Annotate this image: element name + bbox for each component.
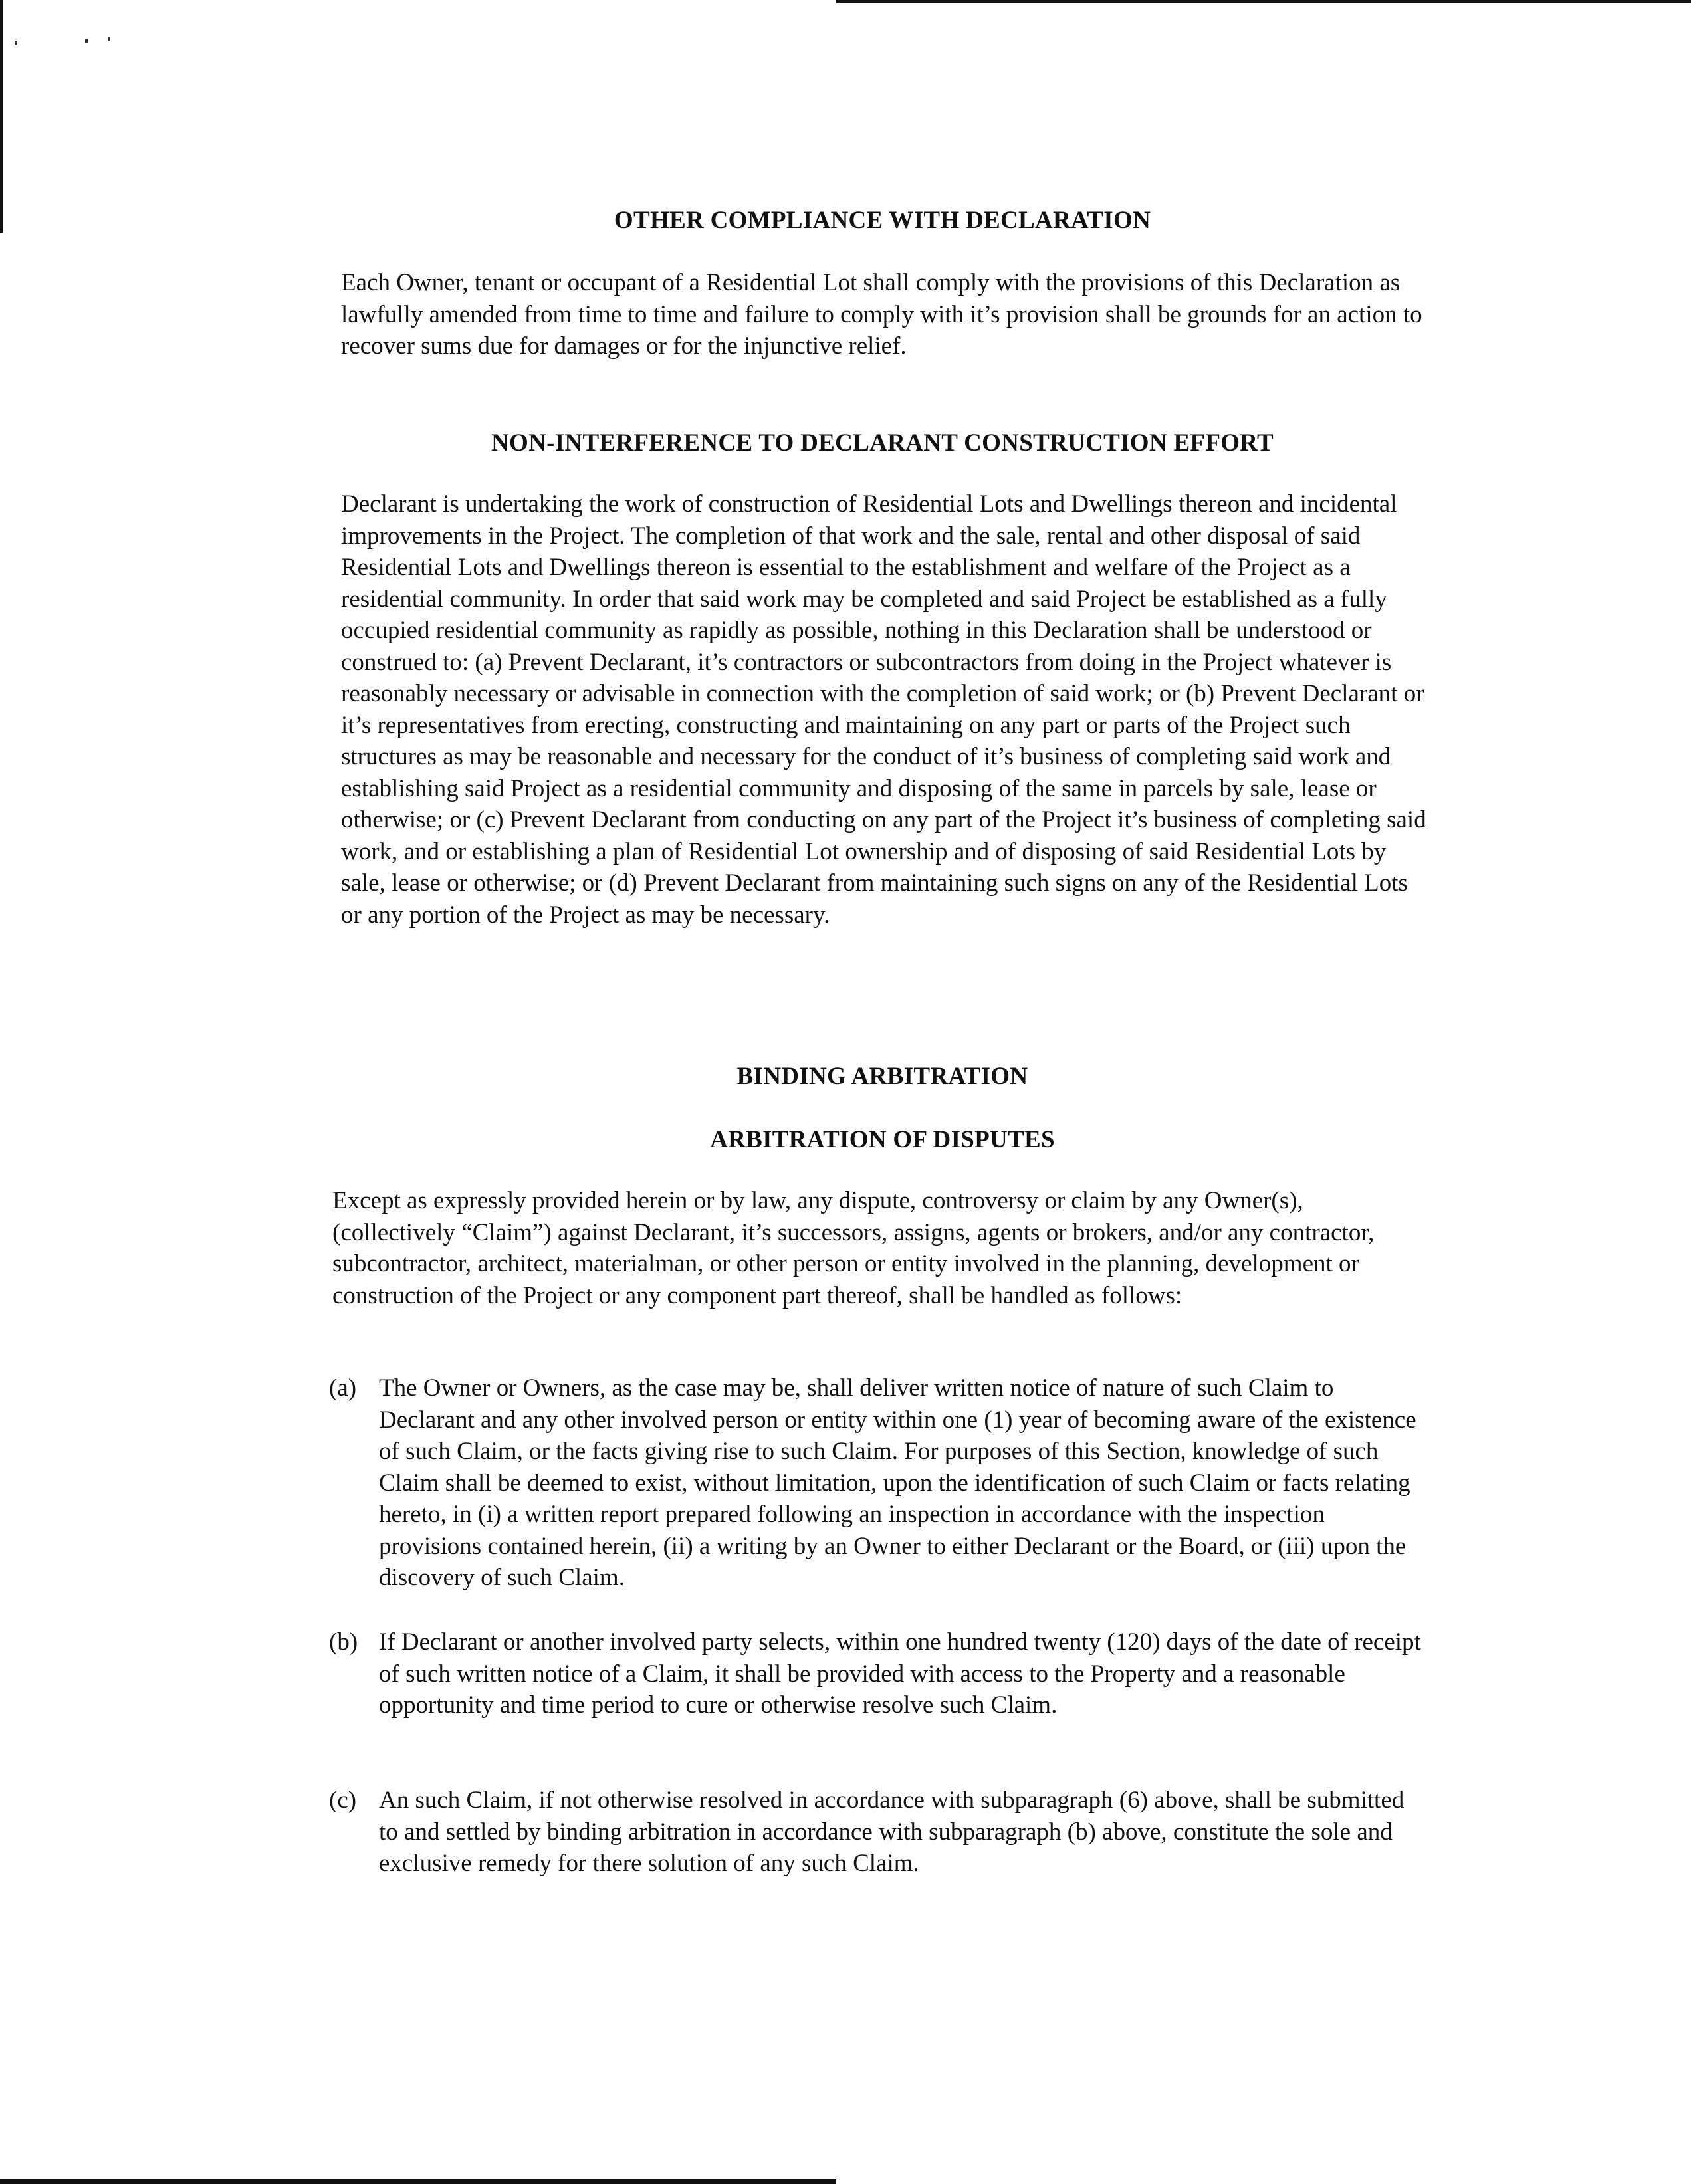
list-marker: (a) <box>329 1374 357 1402</box>
list-item-text: The Owner or Owners, as the case may be, shall deliver written notice of nature of such Claim to Declarant and any other involved person or entity within one (1) year of becoming aware of the existence of such Claim, or the facts giving rise to such Claim. For purposes of this Section, knowledge of such Claim shall be deemed to exist, without limitation, upon the identification of such Claim or facts relating hereto, in (i) a written report prepared following an inspection in accordance with the inspection provisions contained herein, (ii) a writing by an Owner to either Declarant or the Board, or (iii) upon the discovery of such Claim. <box>379 1374 1416 1591</box>
scan-speck <box>15 41 17 45</box>
section-paragraph-non-interference: Declarant is undertaking the work of construction of Residential Lots and Dwellings thereon and incidental improvements in the Project. The completion of that work and the sale, rental and other disposal of said Residential Lots and Dwellings thereon is essential to the establishment and welfare of the Project as a residential community. In order that said work may be completed and said Project be established as a fully occupied residential community as rapidly as possible, nothing in this Declaration shall be understood or construed to: (a) Prevent Declarant, it’s contractors or subcontractors from doing in the Project whatever is reasonably necessary or advisable in connection with the completion of said work; or (b) Prevent Declarant or it’s representatives from erecting, constructing and maintaining on any part or parts of the Project such structures as may be reasonable and necessary for the conduct of it’s business of completing said work and establishing said Project as a residential community and disposing of the same in parcels by sale, lease or otherwise; or (c) Prevent Declarant from conducting on any part of the Project it’s business of completing said work, and or establishing a plan of Residential Lot ownership and of disposing of said Residential Lots by sale, lease or otherwise; or (d) Prevent Declarant from maintaining such signs on any of the Residential Lots or any portion of the Project as may be necessary. <box>341 491 1426 928</box>
section-heading-non-interference: NON-INTERFERENCE TO DECLARANT CONSTRUCTION EFFORT <box>491 429 1274 457</box>
section-heading-binding-arbitration: BINDING ARBITRATION <box>736 1063 1028 1090</box>
scan-left-border <box>0 0 3 233</box>
scan-speck <box>108 37 110 41</box>
list-marker: (c) <box>329 1787 357 1814</box>
list-item-text: If Declarant or another involved party selects, within one hundred twenty (120) days of the date of receipt of such written notice of a Claim, it shall be provided with access to the Property and a reasonable opportunity and time period to cure or otherwise resolve such Claim. <box>379 1628 1421 1719</box>
list-marker: (b) <box>329 1628 358 1656</box>
section-paragraph-arbitration: Except as expressly provided herein or by law, any dispute, controversy or claim by any Owner(s), (collectively “Claim”) against Declarant, it’s successors, assigns, agents or brokers, and/or any contractor, subcontractor, architect, materialman, or other person or entity involved in the planning, development or construction of the Project or any component part thereof, shall be handled as follows: <box>332 1187 1375 1309</box>
list-item-text: An such Claim, if not otherwise resolved in accordance with subparagraph (6) above, shall be submitted to and settled by binding arbitration in accordance with subparagraph (b) above, constitute the sole and exclusive remedy for there solution of any such Claim. <box>379 1787 1405 1877</box>
section-paragraph-compliance: Each Owner, tenant or occupant of a Residential Lot shall comply with the provisions of this Declaration as lawfully amended from time to time and failure to comply with it’s provision shall be grounds for an action to recover sums due for damages or for the injunctive relief. <box>341 269 1422 360</box>
section-heading-compliance: OTHER COMPLIANCE WITH DECLARATION <box>614 207 1151 234</box>
section-subheading-arbitration-of-disputes: ARBITRATION OF DISPUTES <box>710 1126 1055 1153</box>
scan-top-border <box>836 0 1691 3</box>
scan-bottom-border <box>0 2179 836 2184</box>
scan-speck <box>85 39 88 43</box>
